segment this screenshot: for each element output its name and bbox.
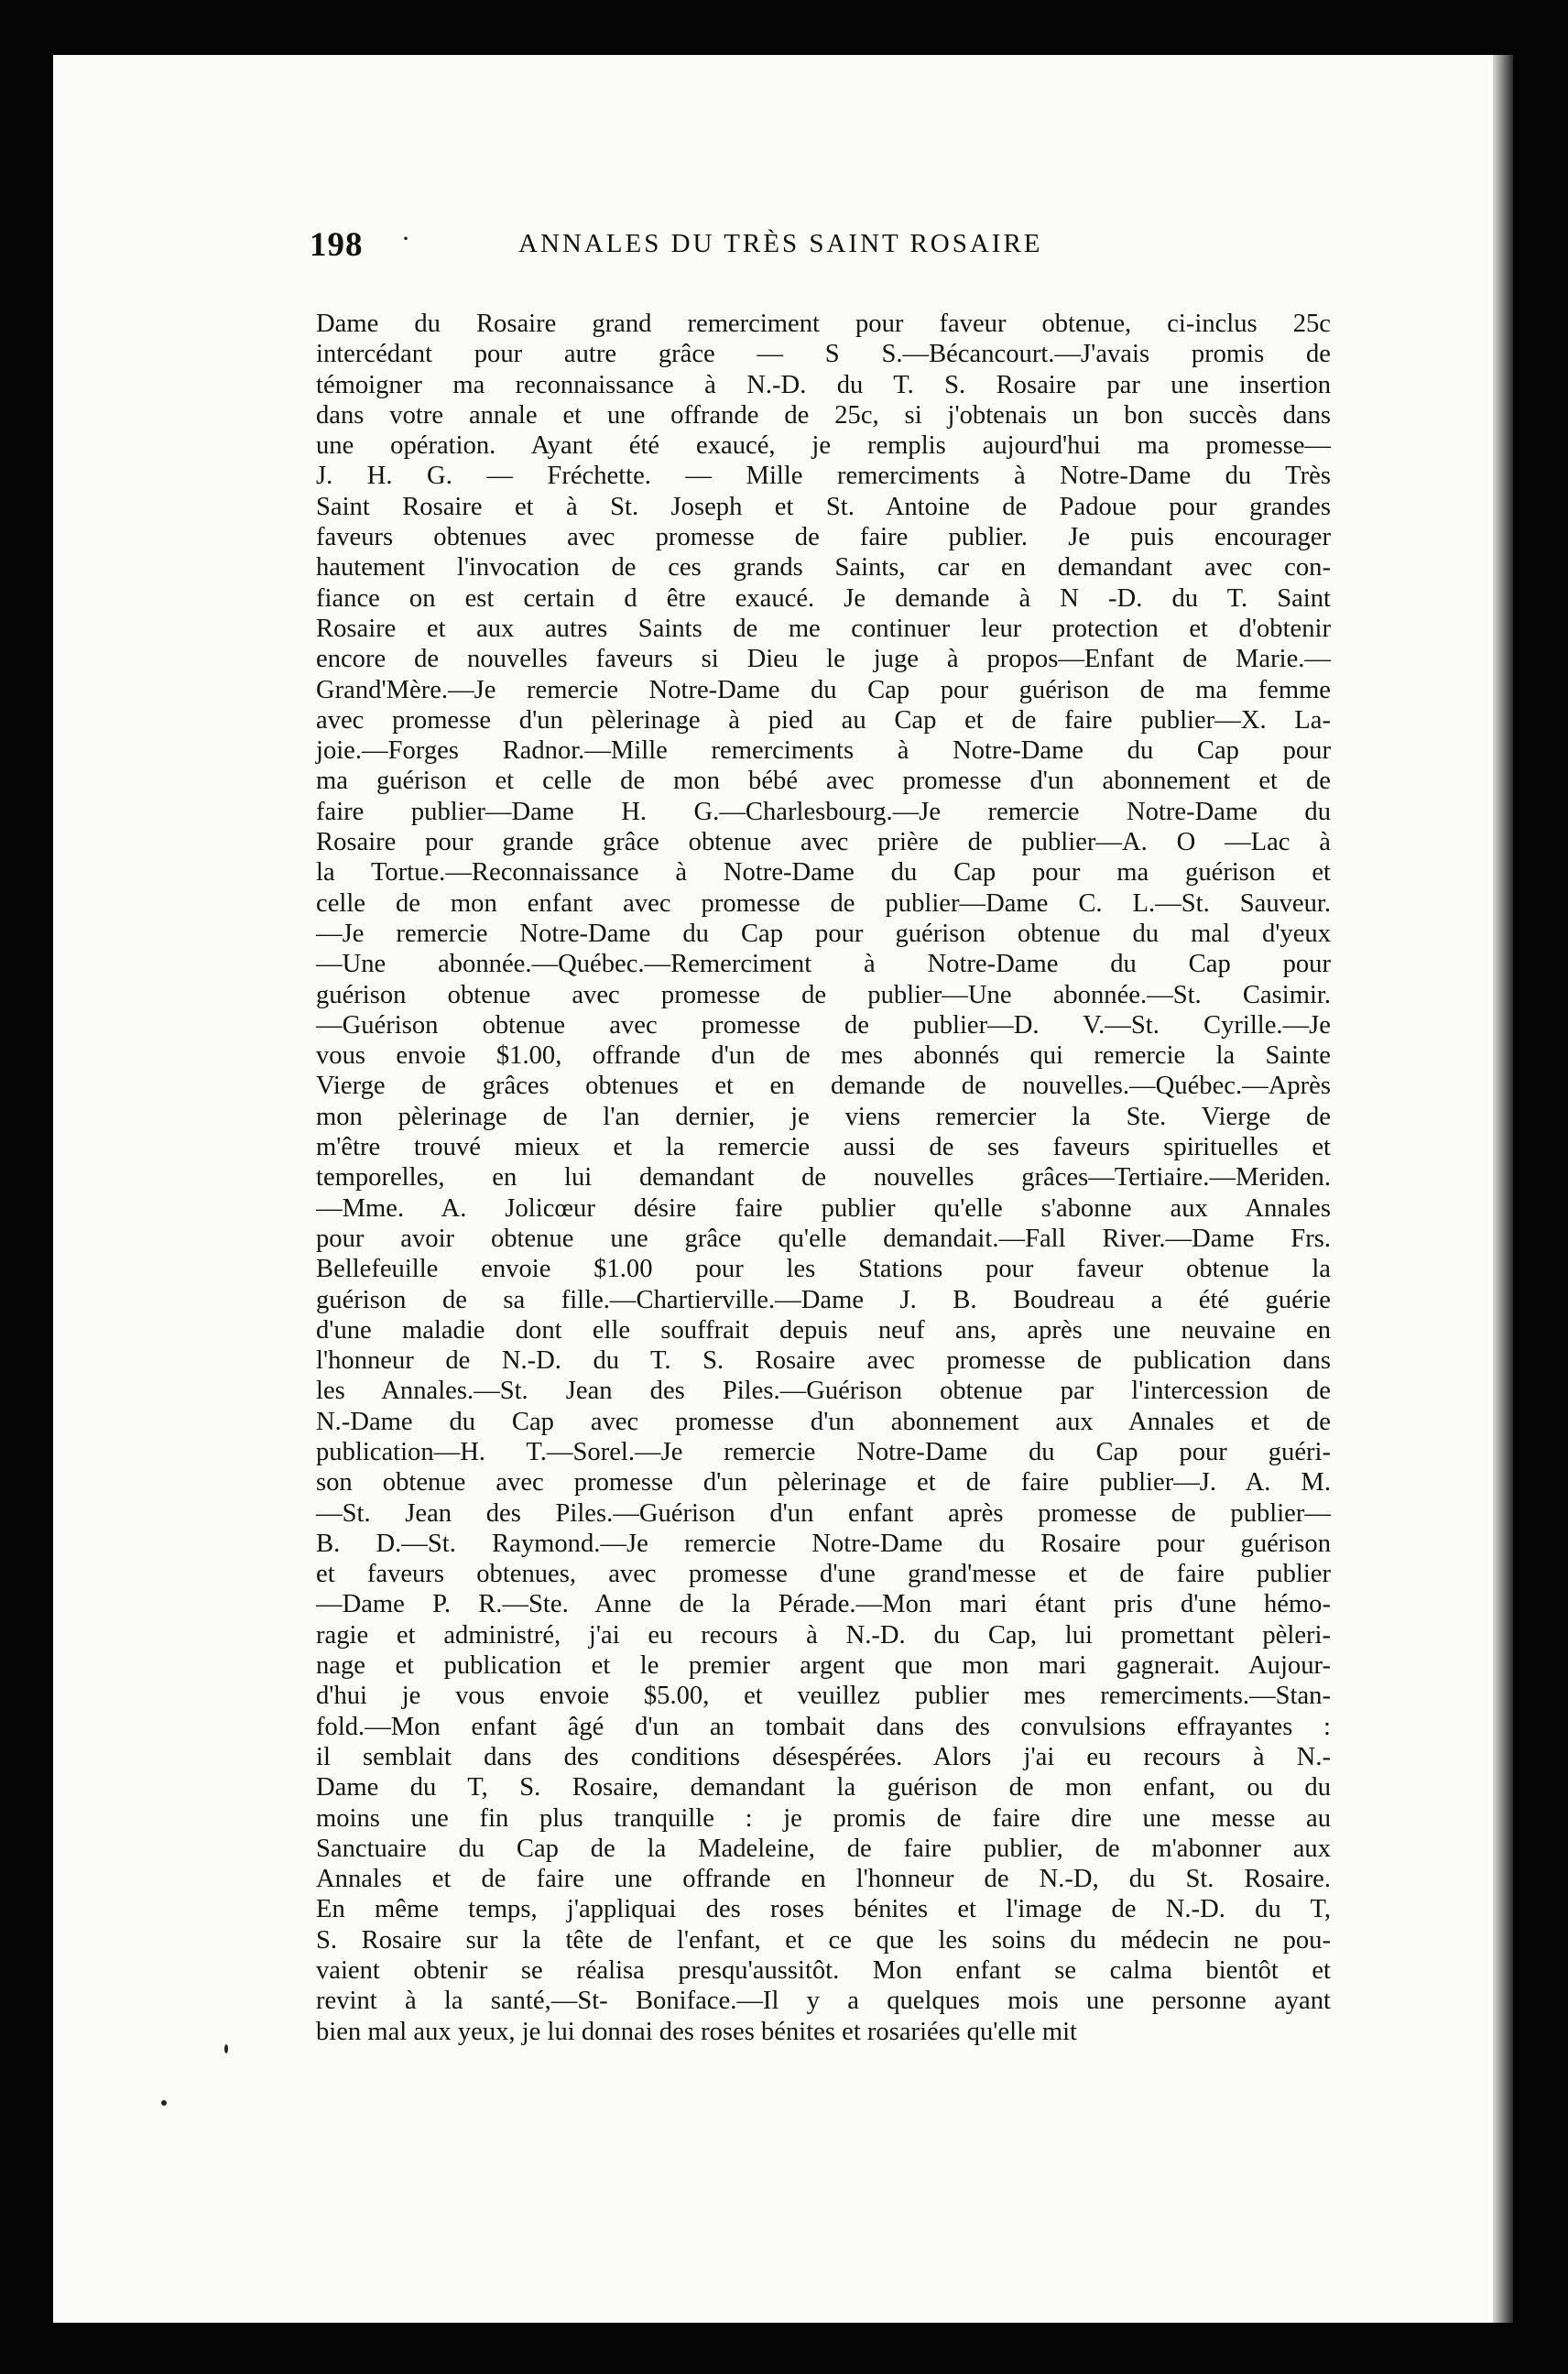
book-spine-edge (1493, 55, 1513, 2323)
dust-speck (224, 2044, 228, 2053)
text-line: pour avoir obtenue une grâce qu'elle demandait.—Fall River.—Dame Frs. (316, 1224, 1331, 1253)
text-line: faveurs obtenues avec promesse de faire publier. Je puis encourager (316, 523, 1331, 552)
text-line: encore de nouvelles faveurs si Dieu le juge à propos—Enfant de Marie.— (316, 645, 1331, 674)
text-line: et faveurs obtenues, avec promesse d'une grand'messe et de faire publier (316, 1560, 1331, 1589)
text-line: son obtenue avec promesse d'un pèlerinage et de faire publier—J. A. M. (316, 1468, 1331, 1497)
text-line: fold.—Mon enfant âgé d'un an tombait dans des convulsions effrayantes : (316, 1712, 1331, 1741)
text-line: vaient obtenir se réalisa presqu'aussitôt. Mon enfant se calma bientôt et (316, 1956, 1331, 1986)
text-line: —St. Jean des Piles.—Guérison d'un enfant après promesse de publier— (316, 1498, 1331, 1528)
text-line: —Je remercie Notre-Dame du Cap pour guérison obtenue du mal d'yeux (316, 919, 1331, 948)
text-line: guérison de sa fille.—Chartierville.—Dame J. B. Boudreau a été guérie (316, 1285, 1331, 1314)
text-line: les Annales.—St. Jean des Piles.—Guérison obtenue par l'intercession de (316, 1377, 1331, 1406)
text-line: J. H. G. — Fréchette. — Mille remerciments à Notre-Dame du Très (316, 462, 1331, 491)
text-line: moins une fin plus tranquille : je promis de faire dire une messe au (316, 1803, 1331, 1833)
text-line: m'être trouvé mieux et la remercie aussi de ses faveurs spirituelles et (316, 1133, 1331, 1162)
text-line: —Dame P. R.—Ste. Anne de la Pérade.—Mon mari étant pris d'une hémo- (316, 1590, 1331, 1619)
text-line: Dame du Rosaire grand remerciment pour faveur obtenue, ci-inclus 25c (316, 310, 1331, 338)
text-line: Annales et de faire une offrande en l'honneur de N.-D, du St. Rosaire. (316, 1865, 1331, 1894)
text-line: ma guérison et celle de mon bébé avec promesse d'un abonnement et de (316, 767, 1331, 796)
text-line: ragie et administré, j'ai eu recours à N.-D. du Cap, lui promettant pèleri- (316, 1620, 1331, 1650)
text-line: Rosaire et aux autres Saints de me continuer leur protection et d'obtenir (316, 614, 1331, 643)
text-line: —Une abonnée.—Québec.—Remerciment à Notre-Dame du Cap pour (316, 950, 1331, 979)
text-line: Rosaire pour grande grâce obtenue avec prière de publier—A. O —Lac à (316, 828, 1331, 857)
header-separator: · (401, 223, 410, 254)
text-line: celle de mon enfant avec promesse de publier—Dame C. L.—St. Sauveur. (316, 888, 1331, 918)
text-line: fiance on est certain d être exaucé. Je demande à N -D. du T. Saint (316, 583, 1331, 613)
text-line: la Tortue.—Reconnaissance à Notre-Dame du Cap pour ma guérison et (316, 858, 1331, 888)
text-line: Saint Rosaire et à St. Joseph et St. Antoine de Padoue pour grandes (316, 492, 1331, 521)
text-line: —Guérison obtenue avec promesse de publier—D. V.—St. Cyrille.—Je (316, 1010, 1331, 1040)
text-line: N.-Dame du Cap avec promesse d'un abonnement aux Annales et de (316, 1407, 1331, 1436)
text-line: Grand'Mère.—Je remercie Notre-Dame du Cap pour guérison de ma femme (316, 675, 1331, 704)
text-line: bien mal aux yeux, je lui donnai des roses bénites et rosariées qu'elle mit (316, 2017, 1077, 2046)
text-line: d'une maladie dont elle souffrait depuis neuf ans, après une neuvaine en (316, 1315, 1331, 1345)
text-line: dans votre annale et une offrande de 25c, si j'obtenais un bon succès dans (316, 400, 1331, 430)
text-line: joie.—Forges Radnor.—Mille remerciments à Notre-Dame du Cap pour (316, 736, 1331, 766)
text-line: avec promesse d'un pèlerinage à pied au Cap et de faire publier—X. La- (316, 705, 1331, 735)
body-text (316, 309, 1331, 2047)
text-line: temporelles, en lui demandant de nouvelles grâces—Tertiaire.—Meriden. (316, 1163, 1331, 1192)
text-line: nage et publication et le premier argent que mon mari gagnerait. Aujour- (316, 1651, 1331, 1681)
text-line: faire publier—Dame H. G.—Charlesbourg.—Je remercie Notre-Dame du (316, 797, 1331, 826)
text-line: l'honneur de N.-D. du T. S. Rosaire avec promesse de publication dans (316, 1346, 1331, 1376)
text-line: revint à la santé,—St- Boniface.—Il y a quelques mois une personne ayant (316, 1987, 1331, 2016)
text-line: publication—H. T.—Sorel.—Je remercie Notre-Dame du Cap pour guéri- (316, 1437, 1331, 1466)
text-line: hautement l'invocation de ces grands Saints, car en demandant avec con- (316, 553, 1331, 583)
text-line: il semblait dans des conditions désespérées. Alors j'ai eu recours à N.- (316, 1742, 1331, 1771)
text-line: Dame du T, S. Rosaire, demandant la guérison de mon enfant, ou du (316, 1773, 1331, 1802)
page-number: 198 (310, 226, 364, 264)
text-line: B. D.—St. Raymond.—Je remercie Notre-Dame du Rosaire pour guérison (316, 1529, 1331, 1558)
dust-speck (161, 2100, 167, 2106)
text-line: témoigner ma reconnaissance à N.-D. du T. S. Rosaire par une insertion (316, 370, 1331, 399)
text-line: intercédant pour autre grâce — S S.—Bécancourt.—J'avais promis de (316, 340, 1331, 369)
running-title: ANNALES DU TRÈS SAINT ROSAIRE (518, 229, 1043, 258)
text-line: Bellefeuille envoie $1.00 pour les Stations pour faveur obtenue la (316, 1255, 1331, 1284)
text-line: En même temps, j'appliquai des roses bénites et l'image de N.-D. du T, (316, 1895, 1331, 1924)
text-line: Vierge de grâces obtenues et en demande de nouvelles.—Québec.—Après (316, 1072, 1331, 1101)
text-line: S. Rosaire sur la tête de l'enfant, et ce que les soins du médecin ne pou- (316, 1925, 1331, 1955)
text-line: d'hui je vous envoie $5.00, et veuillez publier mes remerciments.—Stan- (316, 1682, 1331, 1711)
text-line: guérison obtenue avec promesse de publier—Une abonnée.—St. Casimir. (316, 980, 1331, 1009)
text-line: une opération. Ayant été exaucé, je remplis aujourd'hui ma promesse— (316, 431, 1331, 461)
text-line: —Mme. A. Jolicœur désire faire publier qu'elle s'abonne aux Annales (316, 1193, 1331, 1223)
text-line: vous envoie $1.00, offrande d'un de mes abonnés qui remercie la Sainte (316, 1041, 1331, 1071)
text-line: Sanctuaire du Cap de la Madeleine, de faire publier, de m'abonner aux (316, 1834, 1331, 1863)
text-line: mon pèlerinage de l'an dernier, je viens remercier la Ste. Vierge de (316, 1102, 1331, 1131)
